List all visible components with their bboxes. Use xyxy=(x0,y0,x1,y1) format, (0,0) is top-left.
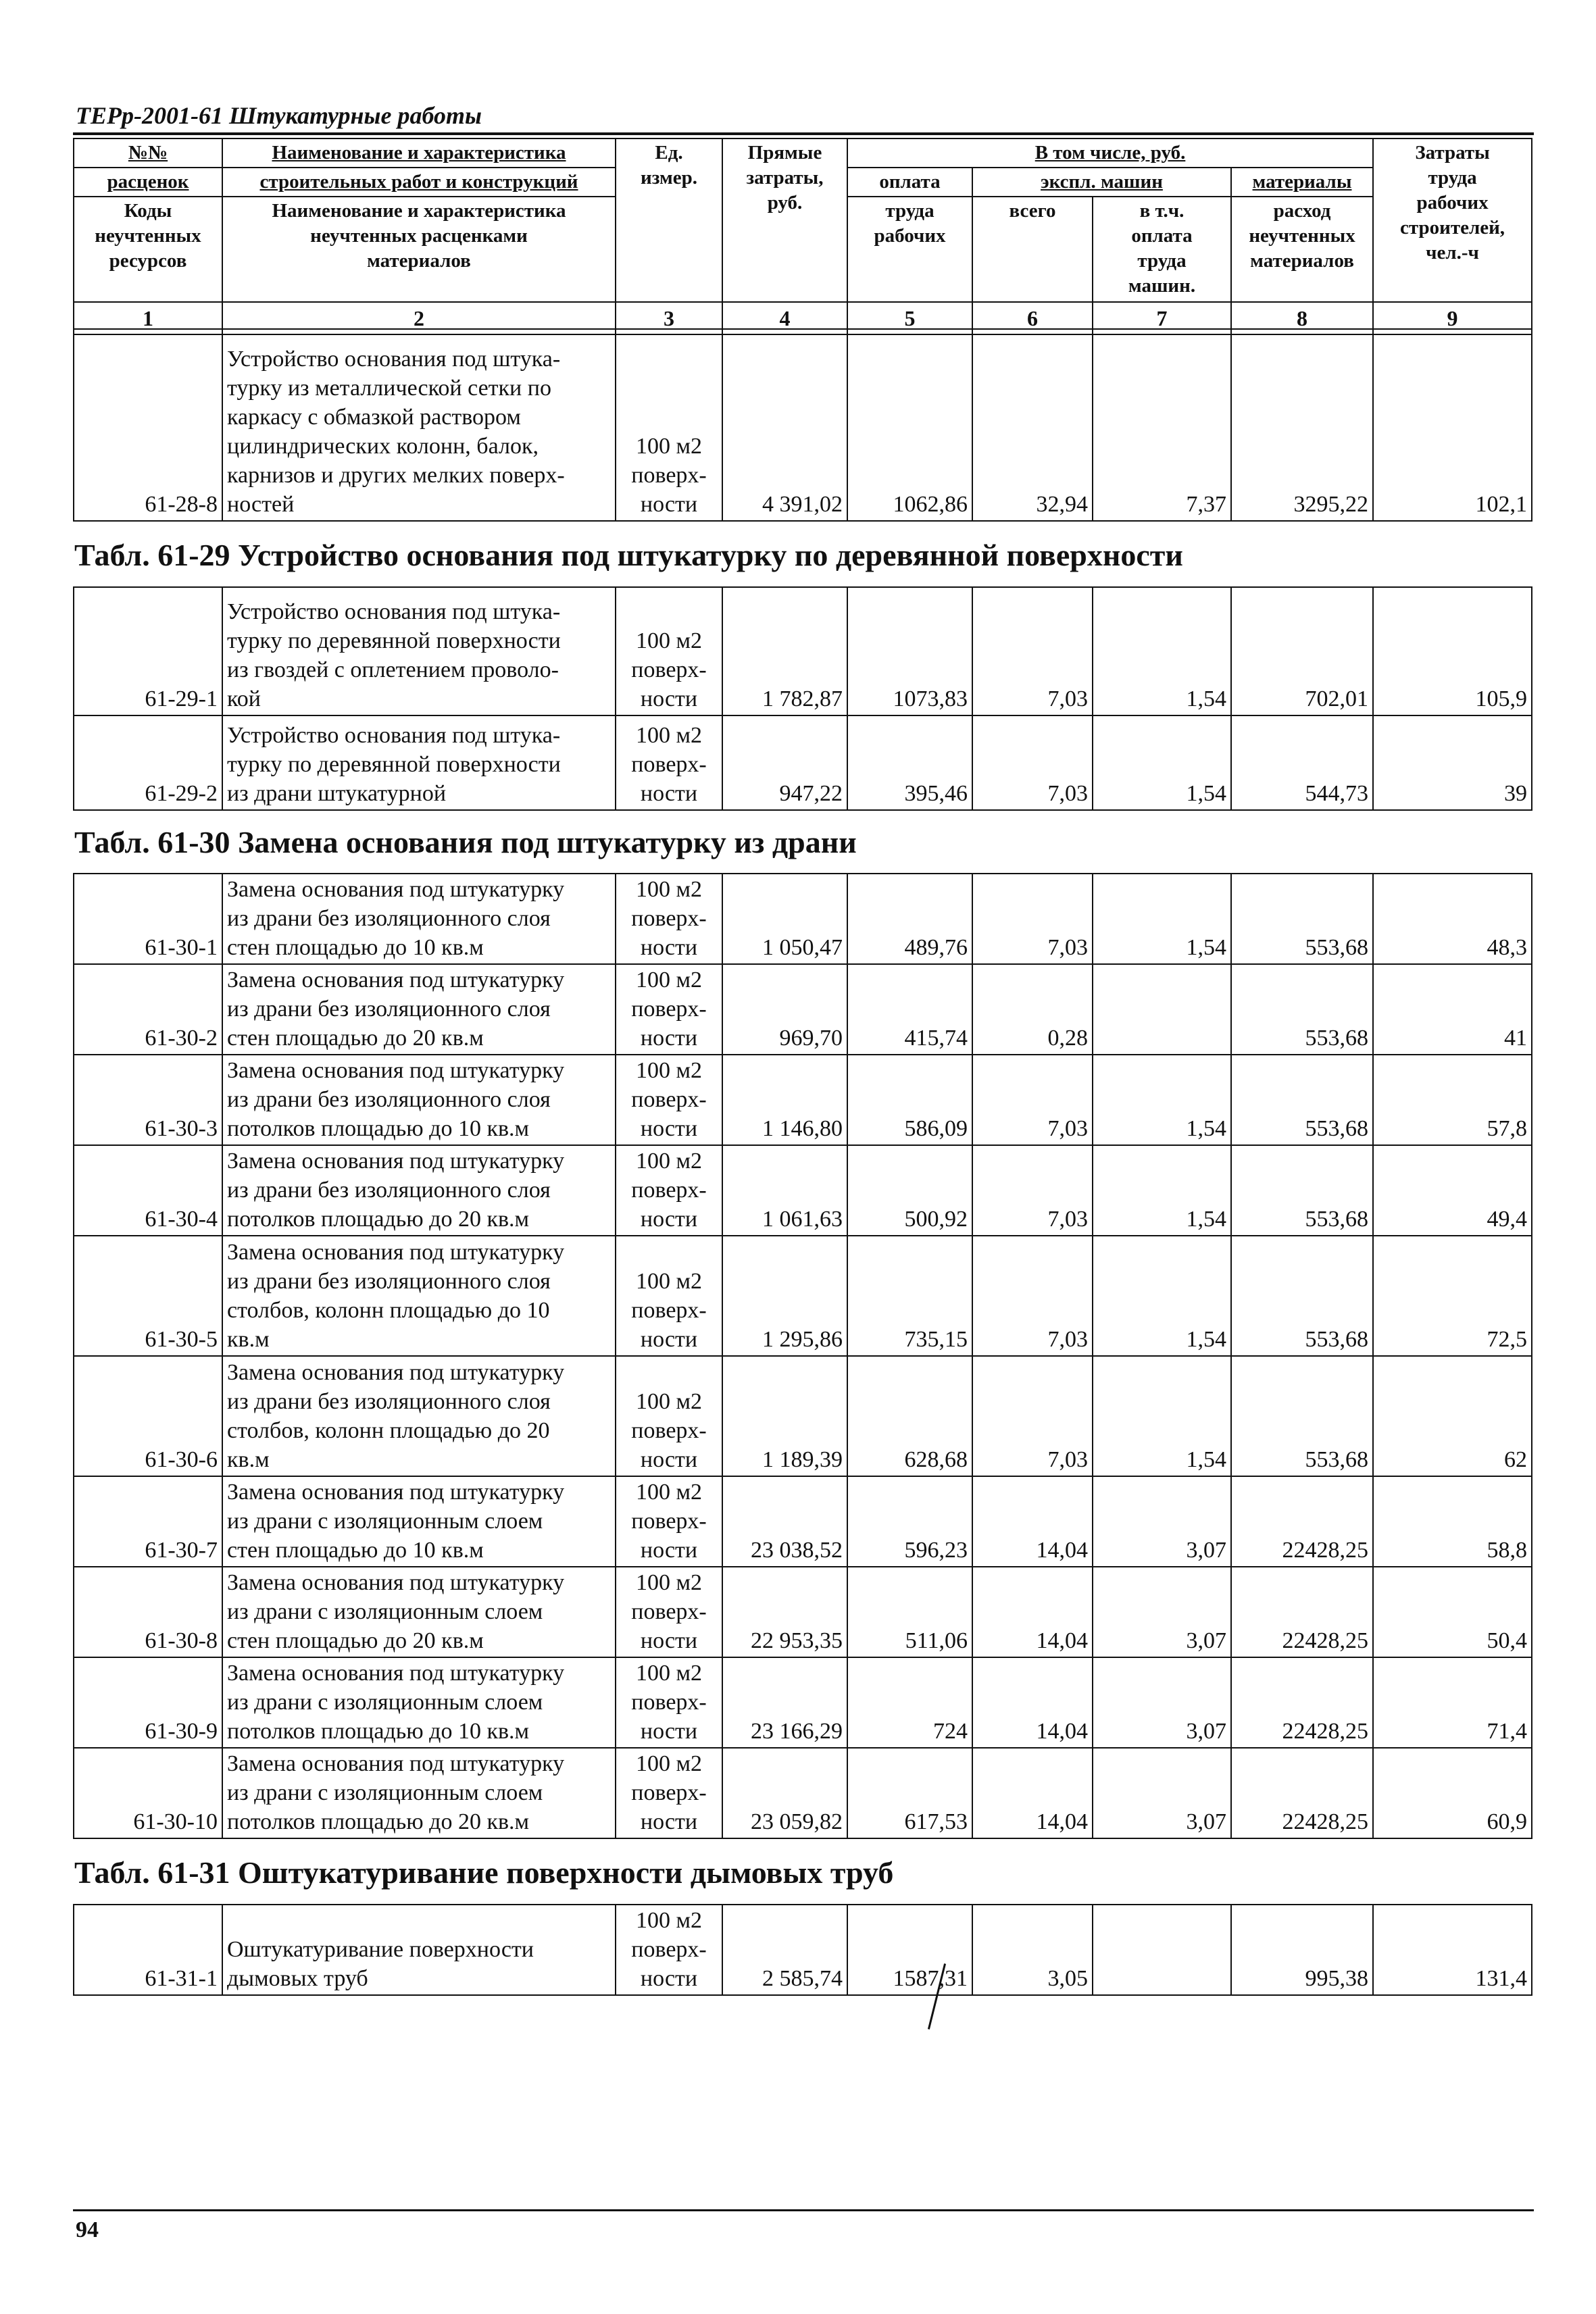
machine-labor-cost: 1,54 xyxy=(1093,1145,1231,1236)
col-number: 6 xyxy=(972,302,1093,334)
machine-cost: 7,03 xyxy=(972,1356,1093,1476)
machine-labor-cost: 1,54 xyxy=(1093,715,1231,810)
material-cost: 553,68 xyxy=(1231,1236,1373,1356)
labor-hours: 57,8 xyxy=(1373,1055,1532,1145)
section-title: Табл. 61-31 Оштукатуривание поверхности дымовых труб xyxy=(74,1855,894,1890)
table-row xyxy=(74,1145,1532,1236)
labor-cost: 1062,86 xyxy=(847,329,972,521)
machine-cost: 7,03 xyxy=(972,587,1093,715)
labor-cost: 596,23 xyxy=(847,1476,972,1567)
work-description: Оштукатуривание поверхности дымовых труб xyxy=(222,1905,616,1995)
unit: 100 м2 поверх- ности xyxy=(616,1748,722,1838)
col-head-mach-total: всего xyxy=(972,197,1093,302)
work-description: Замена основания под штукатурку из драни без изоляционного слоя столбов, колонн площадью до 20 кв.м xyxy=(222,1356,616,1476)
material-cost: 995,38 xyxy=(1231,1905,1373,1995)
footer-rule xyxy=(73,2209,1534,2211)
direct-cost: 23 038,52 xyxy=(722,1476,847,1567)
col-head-mach-labor: в т.ч. оплата труда машин. xyxy=(1093,197,1231,302)
machine-labor-cost: 3,07 xyxy=(1093,1657,1231,1748)
rate-code: 61-30-1 xyxy=(74,874,222,964)
labor-cost: 1587,31 xyxy=(847,1905,972,1995)
rate-code: 61-30-9 xyxy=(74,1657,222,1748)
header-rule xyxy=(73,132,1534,135)
material-cost: 544,73 xyxy=(1231,715,1373,810)
labor-cost: 1073,83 xyxy=(847,587,972,715)
col-head-2b: строительных работ и конструкций xyxy=(222,168,616,197)
col-head-unit: Ед. измер. xyxy=(616,139,722,302)
col-number: 5 xyxy=(847,302,972,334)
labor-cost: 511,06 xyxy=(847,1567,972,1657)
direct-cost: 1 146,80 xyxy=(722,1055,847,1145)
direct-cost: 23 166,29 xyxy=(722,1657,847,1748)
table-row xyxy=(74,1055,1532,1145)
table-row xyxy=(74,715,1532,810)
rate-code: 61-30-3 xyxy=(74,1055,222,1145)
price-table-61-31 xyxy=(73,1904,1532,1996)
price-table-61-28 xyxy=(73,328,1532,522)
unit: 100 м2 поверх- ности xyxy=(616,1905,722,1995)
column-header-table xyxy=(73,138,1532,335)
labor-cost: 617,53 xyxy=(847,1748,972,1838)
work-description: Замена основания под штукатурку из драни с изоляционным слоем потолков площадью до 20 кв.м xyxy=(222,1748,616,1838)
material-cost: 553,68 xyxy=(1231,1356,1373,1476)
col-head-machines: экспл. машин xyxy=(972,168,1231,197)
direct-cost: 1 782,87 xyxy=(722,587,847,715)
table-row xyxy=(74,329,1532,521)
col-head-mat-unaccounted: расход неучтенных материалов xyxy=(1231,197,1373,302)
machine-labor-cost xyxy=(1093,1905,1231,1995)
labor-hours: 62 xyxy=(1373,1356,1532,1476)
material-cost: 22428,25 xyxy=(1231,1748,1373,1838)
unit: 100 м2 поверх- ности xyxy=(616,1657,722,1748)
machine-labor-cost: 3,07 xyxy=(1093,1748,1231,1838)
labor-hours: 72,5 xyxy=(1373,1236,1532,1356)
rate-code: 61-30-7 xyxy=(74,1476,222,1567)
direct-cost: 947,22 xyxy=(722,715,847,810)
labor-hours: 60,9 xyxy=(1373,1748,1532,1838)
col-head-hours: Затраты труда рабочих строителей, чел.-ч xyxy=(1373,139,1532,302)
direct-cost: 1 295,86 xyxy=(722,1236,847,1356)
col-head-direct: Прямые затраты, руб. xyxy=(722,139,847,302)
col-number: 3 xyxy=(616,302,722,334)
labor-cost: 500,92 xyxy=(847,1145,972,1236)
table-row xyxy=(74,1356,1532,1476)
machine-labor-cost: 3,07 xyxy=(1093,1567,1231,1657)
labor-cost: 586,09 xyxy=(847,1055,972,1145)
machine-cost: 7,03 xyxy=(972,1055,1093,1145)
col-number: 9 xyxy=(1373,302,1532,334)
unit: 100 м2 поверх- ности xyxy=(616,1356,722,1476)
labor-hours: 39 xyxy=(1373,715,1532,810)
machine-labor-cost: 1,54 xyxy=(1093,587,1231,715)
labor-cost: 628,68 xyxy=(847,1356,972,1476)
table-row xyxy=(74,1236,1532,1356)
direct-cost: 22 953,35 xyxy=(722,1567,847,1657)
machine-cost: 7,03 xyxy=(972,874,1093,964)
rate-code: 61-30-10 xyxy=(74,1748,222,1838)
running-title: ТЕРр-2001-61 Штукатурные работы xyxy=(76,102,482,129)
unit: 100 м2 поверх- ности xyxy=(616,715,722,810)
labor-hours: 50,4 xyxy=(1373,1567,1532,1657)
machine-labor-cost: 1,54 xyxy=(1093,874,1231,964)
rate-code: 61-29-1 xyxy=(74,587,222,715)
rate-code: 61-30-6 xyxy=(74,1356,222,1476)
machine-cost: 7,03 xyxy=(972,1145,1093,1236)
machine-labor-cost: 7,37 xyxy=(1093,329,1231,521)
material-cost: 3295,22 xyxy=(1231,329,1373,521)
unit: 100 м2 поверх- ности xyxy=(616,1567,722,1657)
unit: 100 м2 поверх- ности xyxy=(616,1476,722,1567)
material-cost: 22428,25 xyxy=(1231,1657,1373,1748)
unit: 100 м2 поверх- ности xyxy=(616,1236,722,1356)
machine-labor-cost: 1,54 xyxy=(1093,1055,1231,1145)
table-row xyxy=(74,587,1532,715)
col-number: 7 xyxy=(1093,302,1231,334)
machine-cost: 14,04 xyxy=(972,1657,1093,1748)
col-head-1c: Коды неучтенных ресурсов xyxy=(74,197,222,302)
work-description: Замена основания под штукатурку из драни без изоляционного слоя стен площадью до 20 кв.м xyxy=(222,964,616,1055)
rate-code: 61-30-4 xyxy=(74,1145,222,1236)
price-table-61-30 xyxy=(73,873,1532,1839)
machine-cost: 7,03 xyxy=(972,715,1093,810)
col-head-materials: материалы xyxy=(1231,168,1373,197)
unit: 100 м2 поверх- ности xyxy=(616,587,722,715)
col-head-labor-a: оплата xyxy=(847,168,972,197)
rate-code: 61-28-8 xyxy=(74,329,222,521)
labor-hours: 49,4 xyxy=(1373,1145,1532,1236)
labor-hours: 48,3 xyxy=(1373,874,1532,964)
table-row xyxy=(74,1657,1532,1748)
material-cost: 553,68 xyxy=(1231,964,1373,1055)
col-head-2a: Наименование и характеристика xyxy=(222,139,616,168)
unit: 100 м2 поверх- ности xyxy=(616,329,722,521)
work-description: Замена основания под штукатурку из драни без изоляционного слоя стен площадью до 10 кв.м xyxy=(222,874,616,964)
section-title: Табл. 61-30 Замена основания под штукатурку из драни xyxy=(74,825,857,859)
machine-labor-cost: 3,07 xyxy=(1093,1476,1231,1567)
table-row xyxy=(74,1748,1532,1838)
work-description: Замена основания под штукатурку из драни с изоляционным слоем стен площадью до 20 кв.м xyxy=(222,1567,616,1657)
direct-cost: 2 585,74 xyxy=(722,1905,847,1995)
labor-hours: 71,4 xyxy=(1373,1657,1532,1748)
direct-cost: 1 189,39 xyxy=(722,1356,847,1476)
table-row xyxy=(74,1905,1532,1995)
labor-hours: 58,8 xyxy=(1373,1476,1532,1567)
machine-labor-cost xyxy=(1093,964,1231,1055)
material-cost: 553,68 xyxy=(1231,874,1373,964)
work-description: Замена основания под штукатурку из драни с изоляционным слоем потолков площадью до 10 кв.м xyxy=(222,1657,616,1748)
col-head-2c: Наименование и характеристика неучтенных расценками материалов xyxy=(222,197,616,302)
machine-cost: 14,04 xyxy=(972,1476,1093,1567)
col-number: 1 xyxy=(74,302,222,334)
direct-cost: 969,70 xyxy=(722,964,847,1055)
machine-cost: 7,03 xyxy=(972,1236,1093,1356)
price-table-61-29 xyxy=(73,586,1532,811)
rate-code: 61-31-1 xyxy=(74,1905,222,1995)
rate-code: 61-29-2 xyxy=(74,715,222,810)
direct-cost: 1 050,47 xyxy=(722,874,847,964)
direct-cost: 4 391,02 xyxy=(722,329,847,521)
unit: 100 м2 поверх- ности xyxy=(616,1145,722,1236)
col-number: 8 xyxy=(1231,302,1373,334)
direct-cost: 23 059,82 xyxy=(722,1748,847,1838)
labor-cost: 415,74 xyxy=(847,964,972,1055)
col-head-group: В том числе, руб. xyxy=(847,139,1373,168)
rate-code: 61-30-2 xyxy=(74,964,222,1055)
material-cost: 553,68 xyxy=(1231,1055,1373,1145)
unit: 100 м2 поверх- ности xyxy=(616,874,722,964)
material-cost: 22428,25 xyxy=(1231,1567,1373,1657)
labor-cost: 395,46 xyxy=(847,715,972,810)
work-description: Замена основания под штукатурку из драни без изоляционного слоя потолков площадью до 10 кв.м xyxy=(222,1055,616,1145)
labor-hours: 41 xyxy=(1373,964,1532,1055)
machine-cost: 14,04 xyxy=(972,1567,1093,1657)
page-number: 94 xyxy=(76,2217,99,2242)
machine-cost: 0,28 xyxy=(972,964,1093,1055)
work-description: Устройство основания под штука- турку из металлической сетки по каркасу с обмазкой раствором цилиндрических колонн, балок, карнизов и других мелких поверх- ностей xyxy=(222,329,616,521)
labor-hours: 131,4 xyxy=(1373,1905,1532,1995)
machine-labor-cost: 1,54 xyxy=(1093,1356,1231,1476)
table-row xyxy=(74,1567,1532,1657)
col-number: 4 xyxy=(722,302,847,334)
work-description: Замена основания под штукатурку из драни без изоляционного слоя потолков площадью до 20 кв.м xyxy=(222,1145,616,1236)
labor-cost: 489,76 xyxy=(847,874,972,964)
section-title: Табл. 61-29 Устройство основания под штукатурку по деревянной поверхности xyxy=(74,538,1183,572)
material-cost: 702,01 xyxy=(1231,587,1373,715)
labor-cost: 735,15 xyxy=(847,1236,972,1356)
work-description: Замена основания под штукатурку из драни с изоляционным слоем стен площадью до 10 кв.м xyxy=(222,1476,616,1567)
col-head-1a: №№ xyxy=(74,139,222,168)
labor-hours: 102,1 xyxy=(1373,329,1532,521)
material-cost: 22428,25 xyxy=(1231,1476,1373,1567)
unit: 100 м2 поверх- ности xyxy=(616,964,722,1055)
machine-cost: 32,94 xyxy=(972,329,1093,521)
machine-labor-cost: 1,54 xyxy=(1093,1236,1231,1356)
col-head-1b: расценок xyxy=(74,168,222,197)
labor-hours: 105,9 xyxy=(1373,587,1532,715)
table-row xyxy=(74,1476,1532,1567)
work-description: Устройство основания под штука- турку по деревянной поверхности из гвоздей с оплетением проволо- кой xyxy=(222,587,616,715)
rate-code: 61-30-5 xyxy=(74,1236,222,1356)
machine-cost: 14,04 xyxy=(972,1748,1093,1838)
direct-cost: 1 061,63 xyxy=(722,1145,847,1236)
labor-cost: 724 xyxy=(847,1657,972,1748)
work-description: Устройство основания под штука- турку по деревянной поверхности из драни штукатурной xyxy=(222,715,616,810)
machine-cost: 3,05 xyxy=(972,1905,1093,1995)
col-number: 2 xyxy=(222,302,616,334)
col-head-labor-b: труда рабочих xyxy=(847,197,972,302)
rate-code: 61-30-8 xyxy=(74,1567,222,1657)
material-cost: 553,68 xyxy=(1231,1145,1373,1236)
table-row xyxy=(74,874,1532,964)
table-row xyxy=(74,964,1532,1055)
work-description: Замена основания под штукатурку из драни без изоляционного слоя столбов, колонн площадью до 10 кв.м xyxy=(222,1236,616,1356)
unit: 100 м2 поверх- ности xyxy=(616,1055,722,1145)
